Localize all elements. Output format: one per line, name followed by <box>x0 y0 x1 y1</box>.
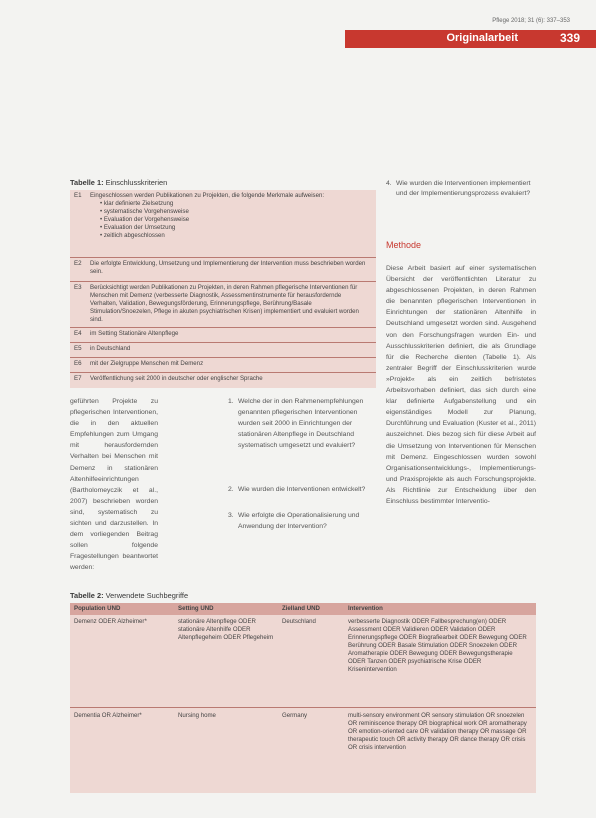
criterion-text <box>90 192 370 241</box>
paragraph: Diese Arbeit basiert auf einer systematischen Übersicht der veröffentlichten Literatur zu abgeschlossenen Projekten, in deren Rahmen die benannten pflegerischen Interventionen in Einrichtungen der stationären Altenhilfe in Deutschland umgesetzt worden sind. Ausgehend von den Forschungsfragen wurden Ein- und Ausschlusskriterien definiert, die als Grundlage für die Recherche dienten (Tabelle 1). Als zentraler Begriff der Einschlusskriterien wurde »Projekt« als ein zeitlich befristetes Arbeitsvorhaben definiert, das sich durch eine klar definierte Aufgabenstellung und ein eigenständiges Modell zur Planung, Durchführung und Evaluation (Kuster et al., 2011) auszeichnet. Dies bezog sich für diese Arbeit auf die Umsetzung von Interventionen für Menschen mit Demenz. Eingeschlossen wurden sowohl Organisationsentwicklungs-, Implementierungs- und Praxisprojekte als auch Forschungsprojekte. Als Richtlinie zur Entscheidung über den Einschluss bestimmter Interventio- <box>386 265 536 505</box>
section-header-band <box>345 30 596 48</box>
cell-intervention: multi-sensory environment OR sensory stimulation OR snoezelen OR reminiscence therapy OR biographical work OR aromatherapy OR emotion-oriented care OR validation therapy OR massage OR therapeutic touch OR activity therapy OR dance therapy OR crisis OR crisis intervention <box>348 712 527 751</box>
table1-caption-label: Tabelle 1: <box>70 178 104 187</box>
criterion-text: Die erfolgte Entwicklung, Umsetzung und Implementierung der Intervention muss beschrieben worden sein. <box>90 260 366 276</box>
section-label: Originalarbeit <box>446 32 518 44</box>
cell-country: Deutschland <box>282 618 316 625</box>
cell-country: Germany <box>282 712 308 719</box>
criterion-code: E6 <box>74 360 82 367</box>
question-item <box>228 484 378 506</box>
table1-row <box>70 327 376 341</box>
question-number: 1. <box>228 398 234 405</box>
criterion-code: E2 <box>74 260 82 267</box>
journal-citation: Pflege 2018; 31 (6): 337–353 <box>492 18 570 24</box>
header-population: Population UND <box>74 605 121 612</box>
intro-continuation-text <box>70 396 158 574</box>
criterion-bullet: • systematische Vorgehensweise <box>100 208 370 216</box>
section-heading-methode: Methode <box>386 240 422 250</box>
criterion-code: E5 <box>74 345 82 352</box>
criterion-code: E4 <box>74 330 82 337</box>
criterion-text: in Deutschland <box>90 345 131 352</box>
question-number: 2. <box>228 486 234 493</box>
question-text: Wie wurden die Interventionen entwickelt? <box>238 486 366 493</box>
question-item <box>228 396 378 452</box>
methode-body-text <box>386 263 536 507</box>
header-country: Zielland UND <box>282 605 320 612</box>
table1-caption <box>70 178 167 187</box>
table2-header-row <box>70 603 536 615</box>
question-number: 4. <box>386 180 392 187</box>
criterion-code: E3 <box>74 284 82 291</box>
criterion-bullet-list <box>90 200 370 240</box>
cell-population: Demenz ODER Alzheimer* <box>74 618 147 625</box>
cell-setting: Nursing home <box>178 712 216 719</box>
table1-row <box>70 281 376 325</box>
criterion-bullet: • zeitlich abgeschlossen <box>100 232 370 240</box>
table1-row <box>70 342 376 356</box>
table2-search-terms <box>70 603 536 793</box>
table1-caption-title: Einschlusskriterien <box>103 178 168 187</box>
paragraph: geführten Projekte zu pflegerischen Interventionen, die in den aktuellen Empfehlungen zum Umgang mit herausfordernden Verhalten bei Menschen mit Demenz in stationären Altenhilfeeinrichtungen (Bartholomeyczik et al., 2007) beschrieben worden sind, systematisch zu sichten und darzustellen. In dem vorliegenden Beitrag sollen folgende Fragestellungen beantwortet werden: <box>70 398 158 572</box>
table1-inclusion-criteria <box>70 190 376 388</box>
question-text: Wie erfolgte die Operationalisierung und Anwendung der Intervention? <box>238 512 360 531</box>
cell-setting: stationäre Altenpflege ODER stationäre Altenhilfe ODER Altenpflegeheim ODER Pflegeheim <box>178 618 274 641</box>
criterion-text: im Setting Stationäre Altenpflege <box>90 330 179 337</box>
question-item <box>228 510 378 544</box>
table2-row-divider <box>70 707 536 708</box>
table1-row <box>70 190 376 254</box>
criterion-bullet: • Evaluation der Vorgehensweise <box>100 216 370 224</box>
table2-caption-label: Tabelle 2: <box>70 591 104 600</box>
table1-row <box>70 372 376 387</box>
criterion-bullet: • Evaluation der Umsetzung <box>100 224 370 232</box>
criterion-text: mit der Zielgruppe Menschen mit Demenz <box>90 360 204 367</box>
table2-caption <box>70 591 188 600</box>
criterion-text: Berücksichtigt werden Publikationen zu Projekten, in deren Rahmen pflegerische Interventionen für Menschen mit Demenz (verbesserte Diagnostik, Assessmentinstrumente für herausfordernde Verhalten, Validation, Bewegungsförderung, Erinnerungspflege, Berührung/Basale Stimulation/Snoezelen, Pflege in akuten psychiatrischen Krisen) implementiert und evaluiert worden sind. <box>90 284 359 324</box>
header-setting: Setting UND <box>178 605 214 612</box>
cell-intervention: verbesserte Diagnostik ODER Fallbesprechung(en) ODER Assessment ODER Validieren ODER Validation ODER Erinnerungspflege ODER Biografiearbeit ODER Bewegung ODER Berührung ODER Basale Stimulation ODER Snoezelen ODER Aromatherapie ODER Bewegung ODER Bewegungstherapie ODER Tanzen ODER psychiatrische Krise ODER Krisenintervention <box>348 618 527 673</box>
cell-population: Dementia OR Alzheimer* <box>74 712 142 719</box>
criterion-code: E7 <box>74 375 82 382</box>
header-intervention: Intervention <box>348 605 383 612</box>
table2-caption-title: Verwendete Suchbegriffe <box>103 591 189 600</box>
table1-row <box>70 357 376 371</box>
criterion-text: Veröffentlichung seit 2000 in deutscher oder englischer Sprache <box>90 375 263 382</box>
table1-row <box>70 257 376 279</box>
page-number: 339 <box>559 31 580 45</box>
question-number: 3. <box>228 512 234 519</box>
question-text: Wie wurden die Interventionen implementiert und der Implementierungsprozess evaluiert? <box>396 180 531 197</box>
criterion-text-main: Eingeschlossen werden Publikationen zu Projekten, die folgende Merkmale aufweisen: <box>90 192 325 199</box>
criterion-bullet: • klar definierte Zielsetzung <box>100 200 370 208</box>
question-text: Welche der in den Rahmenempfehlungen genannten pflegerischen Interventionen wurden seit 2000 in Einrichtungen der stationären Altenpflege in Deutschland systematisch umgesetzt und evaluiert? <box>238 398 364 450</box>
criterion-code: E1 <box>74 192 82 199</box>
